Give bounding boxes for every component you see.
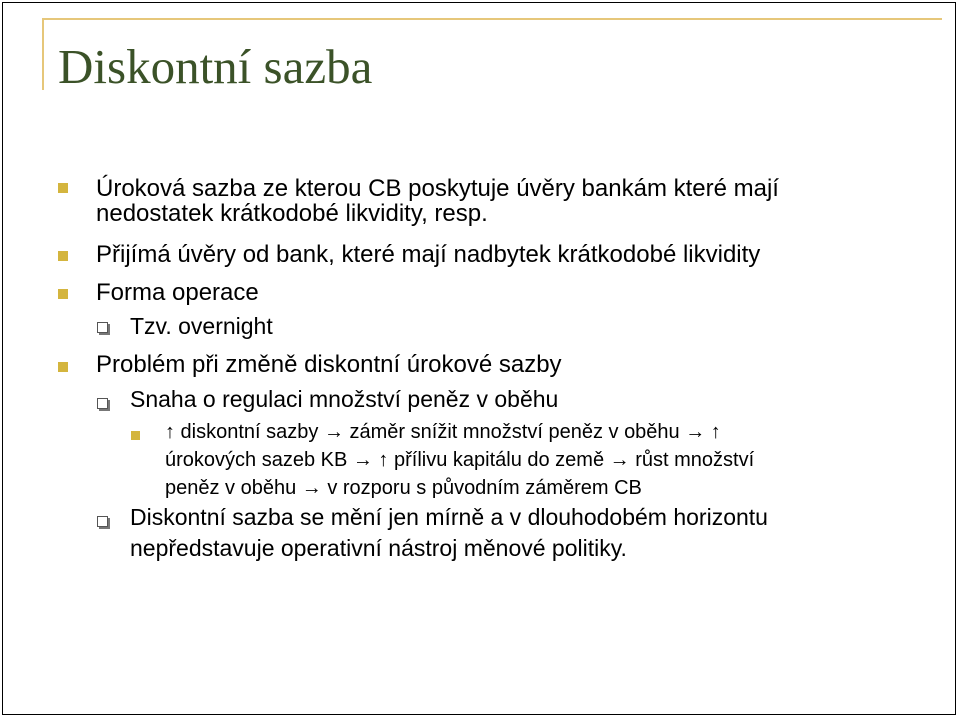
bullet-item (130, 384, 558, 415)
filled-square-bullet-icon (58, 251, 68, 261)
bullet-line: Úroková sazba ze kterou CB poskytuje úvěry bankám které mají (96, 175, 779, 202)
filled-square-bullet-icon (131, 431, 140, 440)
hollow-square-bullet-icon (97, 516, 108, 527)
bullet-item (130, 502, 768, 564)
bullet-line: Forma operace (96, 279, 259, 306)
bullet-item (165, 418, 754, 502)
hollow-square-bullet-icon (97, 398, 108, 409)
bullet-line: Přijímá úvěry od bank, které mají nadbytek krátkodobé likvidity (96, 241, 761, 268)
bullet-line: ↑ diskontní sazby → záměr snížit množství peněz v oběhu → ↑ (165, 421, 721, 443)
bullet-line: úrokových sazeb KB → ↑ přílivu kapitálu do země → růst množství (165, 449, 755, 471)
bullet-item (130, 311, 273, 342)
bullet-line: nepředstavuje operativní nástroj měnové politiky. (130, 535, 627, 561)
bullet-line: Problém při změně diskontní úrokové sazby (96, 351, 562, 378)
filled-square-bullet-icon (58, 289, 68, 299)
accent-line-horizontal (42, 18, 942, 20)
bullet-line: Snaha o regulaci množství peněz v oběhu (130, 386, 559, 412)
filled-square-bullet-icon (58, 183, 68, 193)
bullet-line: Diskontní sazba se mění jen mírně a v dlouhodobém horizontu (130, 504, 768, 530)
bullet-line: nedostatek krátkodobé likvidity, resp. (96, 200, 488, 227)
bullet-line: peněz v oběhu → v rozporu s původním záměrem CB (165, 477, 642, 499)
slide-title: Diskontní sazba (58, 39, 373, 94)
bullet-item (96, 238, 760, 272)
bullet-item (96, 348, 562, 382)
accent-line-vertical (42, 18, 44, 90)
bullet-item (96, 276, 259, 310)
hollow-square-bullet-icon (97, 322, 108, 333)
bullet-line: Tzv. overnight (130, 313, 273, 339)
bullet-item (96, 172, 779, 231)
filled-square-bullet-icon (58, 362, 68, 372)
